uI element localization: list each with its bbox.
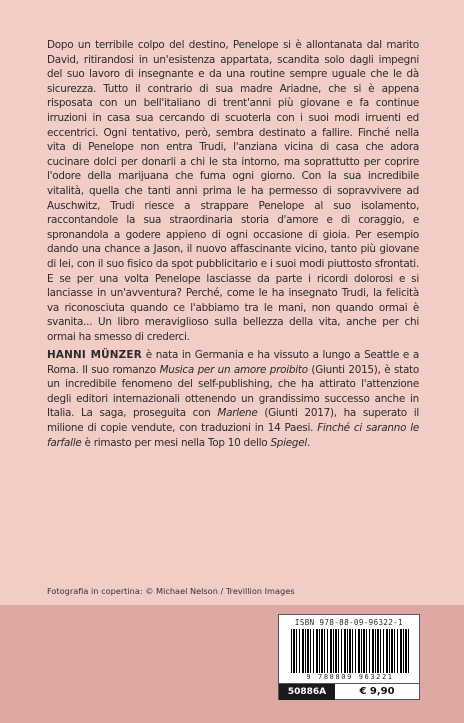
author-bio xyxy=(47,348,419,450)
bio-text-3: (Giunti 2017), ha superato il milione di copie vendute, con traduzioni in 14 Paesi. xyxy=(47,407,419,434)
author-name: HANNI MÜNZER xyxy=(47,349,142,361)
barcode-digits: 9 788809 963221 xyxy=(306,673,394,681)
bio-text-1: è nata in Germania e ha vissuto a lungo a Seattle e a Roma. Il suo romanzo xyxy=(47,349,420,376)
bio-book-title-1: Musica per un amore proibito xyxy=(159,363,308,376)
isbn-label: ISBN 978-88-09-96322-1 xyxy=(294,618,404,627)
barcode-bars xyxy=(291,629,409,673)
bio-text-2: (Giunti 2015), è stato un incredibile fenomeno del self-publishing, che ha attirato l'attenzione degli editori internazionali ottenendo un grandissimo successo anche in Italia. La saga, proseguita con xyxy=(47,363,419,420)
barcode-box xyxy=(278,614,420,700)
bio-text-5: . xyxy=(307,436,311,449)
bio-book-title-3: Finché ci saranno le farfalle xyxy=(47,421,419,449)
blurb-paragraph: Dopo un terribile colpo del destino, Penelope si è allontanata dal marito David, ritirandosi in un'esistenza appartata, scandita solo dagli impegni del suo lavoro di insegnante e da una routine sempre uguale che le dà sicurezza. Tutto il contrario di sua madre Ariadne, che si è appena risposata con un bell'italiano di trent'anni più giovane e fa continue irruzioni in casa sua cercando di scuoterla con i suoi modi irruenti ed eccentrici. Ogni tentativo, però, sembra destinato a fallire. Finché nella vita di Penelope non entra Trudi, l'anziana vicina di casa che adora cucinare dolci per donarli a chi le sta intorno, ma soprattutto per coprire l'odore della marijuana che fuma ogni giorno. Con la sua incredibile vitalità, quella che tanti anni prima le ha permesso di sopravvivere ad Auschwitz, Trudi riesce a strappare Penelope al suo isolamento, raccontandole la sua straordinaria storia d'amore e di coraggio, e spronandola a godere appieno di ogni occasione di gioia. Per esempio dando una chance a Jason, il nuovo affascinante vicino, tanto più giovane di lei, con il suo fisico da spot pubblicitario e i suoi modi piuttosto sfrontati. E se per una volta Penelope lasciasse da parte i ricordi dolorosi e si lanciasse in un'avventura? Perché, come le ha insegnato Trudi, la felicità va riconosciuta quando ce l'abbiamo tra le mani, non quando ormai è svanita... Un libro meraviglioso sulla bellezza della vita, anche per chi ormai ha smesso di crederci. xyxy=(47,39,419,343)
product-code: 50886A xyxy=(279,684,335,700)
back-cover-blurb xyxy=(47,38,419,344)
price-label: € 9,90 xyxy=(359,686,395,697)
photo-credit: Fotografia in copertina: © Michael Nelson / Trevillion Images xyxy=(47,586,295,596)
bio-magazine-title: Spiegel xyxy=(270,436,308,449)
bio-book-title-2: Marlene xyxy=(217,407,258,420)
bio-text-4: è rimasto per mesi nella Top 10 dello xyxy=(81,436,271,449)
price-row xyxy=(279,683,419,700)
